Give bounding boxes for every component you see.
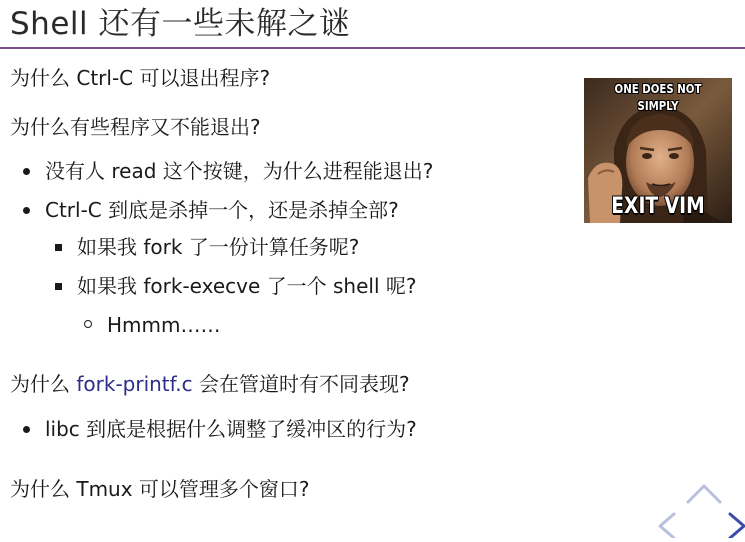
- question-tmux: 为什么 Tmux 可以管理多个窗口?: [10, 477, 310, 501]
- meme-top-text-2: SIMPLY: [637, 99, 679, 113]
- bullet-dot-icon: [23, 207, 30, 214]
- subsub-bullet-hmmm: Hmmm……: [107, 313, 221, 337]
- bullet-circle-icon: [84, 320, 92, 328]
- nav-left-icon[interactable]: [660, 514, 674, 538]
- bullet-kill-one-or-all: Ctrl-C 到底是杀掉一个，还是杀掉全部?: [45, 198, 399, 222]
- question-cannot-exit: 为什么有些程序又不能退出?: [10, 115, 261, 139]
- nav-up-icon[interactable]: [688, 486, 720, 502]
- nav-right-icon[interactable]: [730, 514, 744, 538]
- bullet-no-read: 没有人 read 这个按键，为什么进程能退出?: [45, 159, 434, 183]
- sub-bullet-fork-execve: 如果我 fork-execve 了一个 shell 呢?: [77, 274, 417, 298]
- question-fork-printf-suffix: 会在管道时有不同表现?: [192, 372, 410, 396]
- meme-bottom-text: EXIT VIM: [611, 194, 705, 219]
- bullet-square-icon: [55, 244, 62, 251]
- sub-bullet-fork-task: 如果我 fork 了一份计算任务呢?: [77, 235, 360, 259]
- question-fork-printf: [10, 370, 410, 398]
- slide-navigation: [650, 478, 745, 538]
- bullet-libc-buffer: libc 到底是根据什么调整了缓冲区的行为?: [45, 417, 417, 441]
- meme-image: [584, 78, 732, 223]
- question-ctrl-c: 为什么 Ctrl-C 可以退出程序?: [10, 66, 271, 90]
- meme-top-text-1: ONE DOES NOT: [614, 82, 702, 96]
- question-fork-printf-prefix: 为什么: [10, 372, 77, 396]
- fork-printf-link[interactable]: fork-printf.c: [76, 372, 193, 396]
- bullet-dot-icon: [23, 426, 30, 433]
- bullet-square-icon: [55, 283, 62, 290]
- bullet-dot-icon: [23, 168, 30, 175]
- title-divider: [0, 47, 745, 49]
- slide-title: Shell 还有一些未解之谜: [10, 6, 351, 42]
